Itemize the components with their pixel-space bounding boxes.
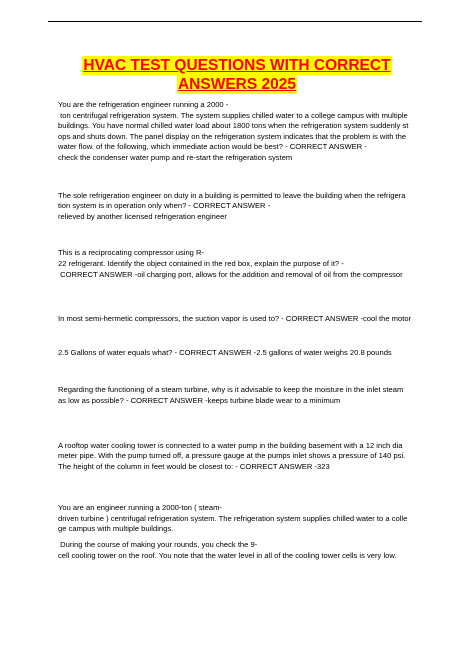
qa-line: ops and shuts down. The panel display on the refrigeration system indicates that the problem is with the: [58, 131, 407, 141]
qa-item: [58, 503, 418, 561]
qa-line: cell cooling tower on the roof. You note that the water level in all of the cooling tower cells is very low.: [58, 550, 397, 560]
page-title: [0, 56, 474, 94]
qa-item: [58, 100, 418, 164]
qa-line: This is a reciprocating compressor using R-: [58, 248, 205, 258]
qa-item: [58, 385, 418, 406]
qa-line: ge campus with multiple buildings.: [58, 524, 174, 534]
qa-line: meter pipe. With the pump turned off, a pressure gauge at the pumps inlet shows a pressure of 140 psi.: [58, 451, 406, 461]
title-line-2: ANSWERS 2025: [177, 76, 296, 93]
qa-line: ton centrifugal refrigeration system. The system supplies chilled water to a college campus with multiple: [58, 110, 408, 120]
qa-line: check the condenser water pump and re-start the refrigeration system: [58, 152, 293, 162]
qa-line: water flow. of the following, which immediate action would be best? - CORRECT ANSWER -: [58, 142, 367, 152]
qa-item: [58, 248, 418, 280]
qa-line: 22 refrigerant. Identify the object contained in the red box, explain the purpose of it? -: [58, 258, 344, 268]
qa-line: relieved by another licensed refrigeration engineer: [58, 211, 227, 221]
qa-line: 2.5 Gallons of water equals what? - CORRECT ANSWER -2.5 gallons of water weighs 20.8 pounds: [58, 347, 392, 357]
qa-line: The height of the column in feet would be closest to: - CORRECT ANSWER -323: [58, 461, 330, 471]
qa-line: CORRECT ANSWER -oil charging port, allows for the addition and removal of oil from the compressor: [58, 269, 403, 279]
qa-item: [58, 314, 418, 325]
qa-item: [58, 191, 418, 223]
qa-line: driven turbine ) centrifugal refrigeration system. The refrigeration system supplies chilled water to a colle: [58, 513, 408, 523]
qa-line: In most semi-hermetic compressors, the suction vapor is used to? - CORRECT ANSWER -cool the motor: [58, 314, 412, 324]
qa-list: [58, 100, 418, 561]
top-rule: [48, 21, 422, 22]
title-line-1: HVAC TEST QUESTIONS WITH CORRECT: [83, 57, 391, 74]
qa-line: Regarding the functioning of a steam turbine, why is it advisable to keep the moisture in the inlet steam: [58, 385, 404, 395]
qa-line: as low as possible? - CORRECT ANSWER -keeps turbine blade wear to a minimum: [58, 395, 341, 405]
qa-line: tion system is in operation only when? - CORRECT ANSWER -: [58, 201, 271, 211]
qa-line: You are an engineer running a 2000-ton ( steam-: [58, 503, 222, 513]
qa-item: [58, 348, 418, 359]
qa-item: [58, 441, 418, 473]
qa-line: During the course of making your rounds, you check the 9-: [58, 540, 258, 550]
qa-line: The sole refrigeration engineer on duty in a building is permitted to leave the building when the refrigera: [58, 190, 406, 200]
qa-line: You are the refrigeration engineer running a 2000 -: [58, 100, 229, 109]
qa-line: A rooftop water cooling tower is connected to a water pump in the building basement with a 12 inch dia: [58, 440, 403, 450]
qa-line: buildings. You have normal chilled water load about 1800 tons when the refrigeration system suddenly st: [58, 121, 409, 131]
